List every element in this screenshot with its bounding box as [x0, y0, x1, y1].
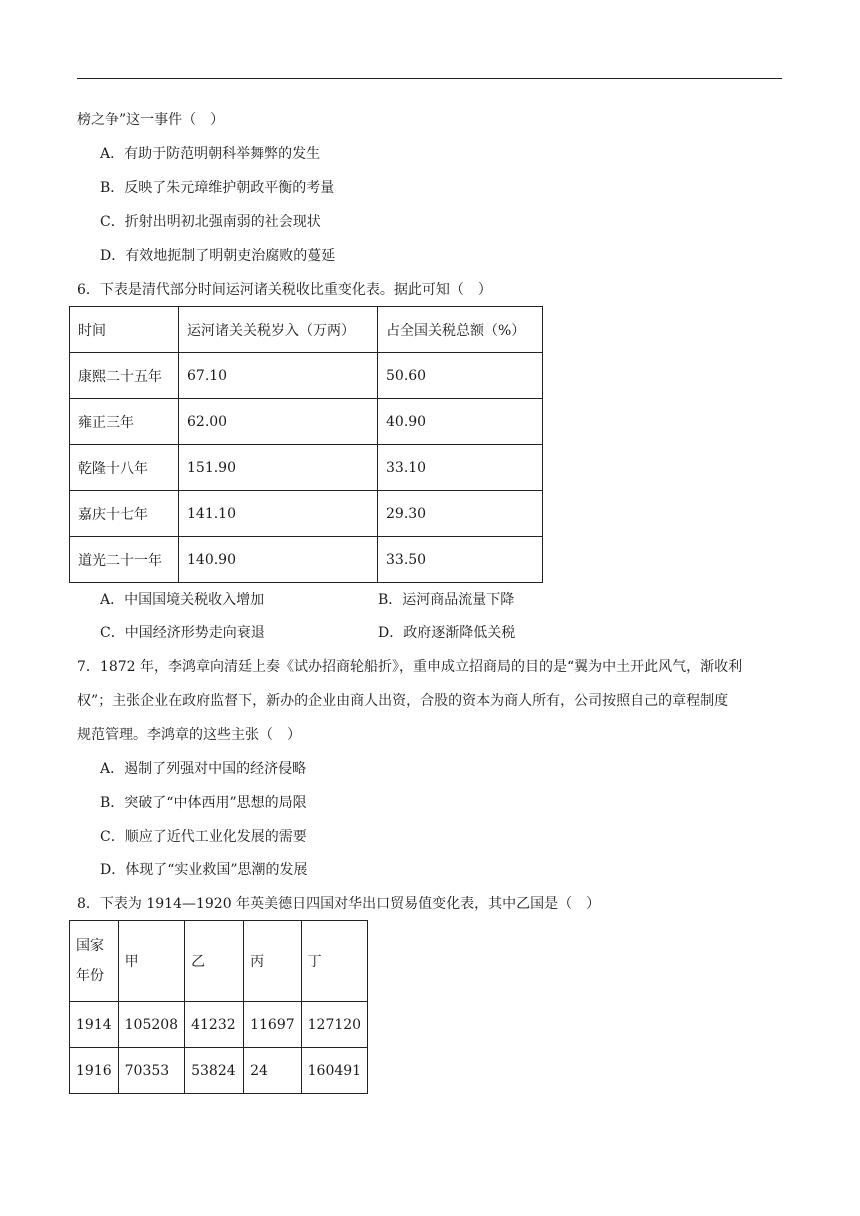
q5-stem-tail: 榜之争”这一事件（ ）	[77, 112, 225, 128]
q6-table	[69, 306, 543, 583]
table-cell: 29.30	[378, 491, 543, 537]
q5-option-b: B．反映了朱元璋维护朝政平衡的考量	[100, 180, 335, 196]
table-cell: 道光二十一年	[70, 537, 179, 583]
table-row	[70, 445, 543, 491]
q7-option-b: B．突破了“中体西用”思想的局限	[100, 795, 307, 811]
table-row	[70, 1048, 368, 1094]
table-cell: 41232	[185, 1002, 244, 1048]
table-cell: 151.90	[179, 445, 378, 491]
table-cell: 160491	[301, 1048, 367, 1094]
q5-option-d: D．有效地扼制了明朝吏治腐败的蔓延	[100, 248, 336, 264]
table-cell: 67.10	[179, 353, 378, 399]
table-cell: 33.50	[378, 537, 543, 583]
q7-option-a: A．遏制了列强对中国的经济侵略	[100, 761, 307, 777]
table-header-cell: 时间	[70, 307, 179, 353]
table-cell: 乾隆十八年	[70, 445, 179, 491]
q7-stem-line-1: 7．1872 年，李鸿章向清廷上奏《试办招商轮船折》，重申成立招商局的目的是“翼为中土开此风气，渐收利	[77, 659, 743, 675]
table-header-cell: 运河诸关关税岁入（万两）	[179, 307, 378, 353]
table-row	[70, 353, 543, 399]
table-cell: 雍正三年	[70, 399, 179, 445]
q5-option-c: C．折射出明初北强南弱的社会现状	[100, 214, 321, 230]
table-cell: 康熙二十五年	[70, 353, 179, 399]
corner-bottom-label: 年份	[76, 968, 104, 984]
q6-option-a: A．中国国境关税收入增加	[100, 592, 265, 608]
q7-option-d: D．体现了“实业救国”思潮的发展	[100, 862, 308, 878]
q5-option-a: A．有助于防范明朝科举舞弊的发生	[100, 146, 321, 162]
table-cell: 40.90	[378, 399, 543, 445]
q6-option-d: D．政府逐渐降低关税	[378, 625, 516, 641]
q6-option-c: C．中国经济形势走向衰退	[100, 625, 265, 641]
table-header-cell: 占全国关税总额（%）	[378, 307, 543, 353]
q6-option-b: B．运河商品流量下降	[378, 592, 515, 608]
table-cell: 11697	[244, 1002, 302, 1048]
table-cell: 141.10	[179, 491, 378, 537]
table-corner-cell	[70, 921, 119, 1002]
table-cell: 53824	[185, 1048, 244, 1094]
q6-stem: 6．下表是清代部分时间运河诸关税收比重变化表。据此可知（ ）	[77, 282, 492, 298]
table-cell: 127120	[301, 1002, 367, 1048]
table-row	[70, 537, 543, 583]
table-row	[70, 399, 543, 445]
table-cell: 70353	[118, 1048, 184, 1094]
q7-stem-line-3: 规范管理。李鸿章的这些主张（ ）	[77, 727, 301, 743]
table-cell: 1916	[70, 1048, 119, 1094]
table-cell: 105208	[118, 1002, 184, 1048]
q7-stem-line-2: 权”；主张企业在政府监督下，新办的企业由商人出资，合股的资本为商人所有，公司按照自己的章程制度	[77, 693, 729, 709]
table-cell: 嘉庆十七年	[70, 491, 179, 537]
table-row	[70, 491, 543, 537]
q8-stem: 8．下表为 1914—1920 年英美德日四国对华出口贸易值变化表，其中乙国是（ ）	[77, 896, 601, 912]
q8-table	[69, 920, 368, 1094]
corner-top-label: 国家	[76, 938, 104, 954]
table-cell: 62.00	[179, 399, 378, 445]
table-cell: 140.90	[179, 537, 378, 583]
table-cell: 24	[244, 1048, 302, 1094]
table-header-cell: 乙	[185, 921, 244, 1002]
table-header-cell: 丙	[244, 921, 302, 1002]
table-header-row	[70, 921, 368, 1002]
table-header-cell: 甲	[118, 921, 184, 1002]
header-rule	[77, 78, 782, 79]
table-cell: 50.60	[378, 353, 543, 399]
table-cell: 33.10	[378, 445, 543, 491]
q7-option-c: C．顺应了近代工业化发展的需要	[100, 829, 307, 845]
table-header-cell: 丁	[301, 921, 367, 1002]
table-header-row	[70, 307, 543, 353]
table-cell: 1914	[70, 1002, 119, 1048]
table-row	[70, 1002, 368, 1048]
